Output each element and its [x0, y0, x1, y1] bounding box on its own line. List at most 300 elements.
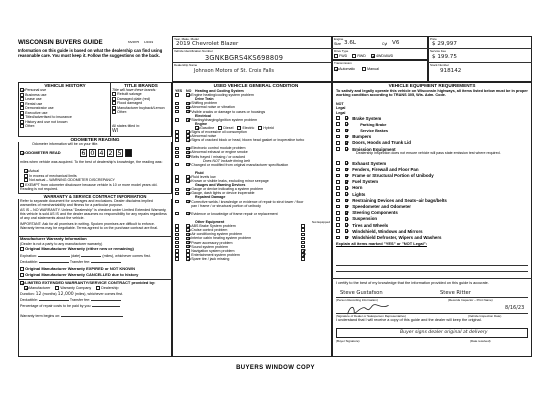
- not-legal-checkbox[interactable]: [336, 217, 340, 221]
- odometer-digit[interactable]: 2: [108, 149, 113, 157]
- not-legal-checkbox[interactable]: [336, 192, 340, 196]
- yes-checkbox[interactable]: [175, 110, 179, 114]
- not-equipped-checkbox[interactable]: [301, 224, 305, 228]
- no-checkbox[interactable]: [186, 179, 190, 183]
- condition-row-label: Signs of cracked block or head, blown head gasket or inoperative turbo: [191, 138, 305, 143]
- yes-checkbox[interactable]: [175, 102, 179, 106]
- yes-checkbox[interactable]: [175, 163, 179, 167]
- condition-no-header: NO: [186, 89, 192, 93]
- condition-row-label: Abnormal noise: [191, 134, 217, 139]
- no-checkbox[interactable]: [186, 93, 190, 97]
- fuel-label: Hybrid: [263, 125, 274, 130]
- warranty-term-label: Warranty term begins on:: [20, 314, 61, 318]
- no-checkbox[interactable]: [186, 118, 190, 122]
- yes-checkbox[interactable]: [175, 175, 179, 179]
- inspection-date-field[interactable]: 8/16/23: [505, 305, 525, 311]
- history-item-label: Executive use: [25, 110, 48, 115]
- history-item-label: Business use: [25, 92, 47, 97]
- equipment-row-label: Spare tire / jack missing: [191, 256, 230, 261]
- fuel-electric-checkbox[interactable]: [237, 126, 241, 130]
- warranty-important: IMPORTANT: Ask for all promises in writing. Spoken promises are difficult to enforce. Warranty terms may be negotiable. Terms agreed to on the purchase contract are final.: [20, 222, 159, 231]
- condition-row[interactable]: [175, 163, 330, 171]
- equipment-intro: To satisfy and legally operate this vehicle on Wisconsin highways, all items listed below must be in proper working condition according to TRANS 305, Wis. Adm. Code.: [336, 89, 528, 98]
- not-equipped-checkbox[interactable]: [301, 257, 305, 261]
- price-field[interactable]: $ 29,997: [432, 41, 457, 47]
- odometer-option-label: In excess of mechanical limits: [29, 173, 77, 178]
- odometer-excess-checkbox[interactable]: [24, 174, 28, 178]
- deductible-input[interactable]: [39, 300, 69, 301]
- percent-repair-input[interactable]: [92, 306, 120, 307]
- no-checkbox[interactable]: [186, 110, 190, 114]
- yes-checkbox[interactable]: [175, 233, 179, 237]
- deductible-row-2: [20, 298, 121, 302]
- service-fee-field[interactable]: $ 199.75: [432, 54, 457, 60]
- odometer-digit[interactable]: 6: [81, 149, 86, 157]
- recorder-label: (Person Recording Information): [336, 298, 378, 302]
- history-personal-checkbox[interactable]: [20, 88, 24, 92]
- brand-item-label: Rebuilt salvage: [117, 92, 142, 97]
- mfr-cancelled-label: Original Manufacturer Warranty CANCELLED due to history: [25, 272, 139, 277]
- engine-size-field[interactable]: 3.6L: [344, 40, 357, 46]
- percent-repair-row: [20, 304, 120, 308]
- odometer-option-label: Not actual – WARNING ODOMETER DISCREPANCY: [29, 178, 115, 183]
- history-item-label: Demonstrator use: [25, 106, 54, 111]
- equipment-title: VEHICLE EQUIPMENT REQUIREMENTS: [340, 83, 524, 88]
- form-rev: [128, 40, 153, 44]
- not-equipped-header: Not Equipped: [311, 220, 330, 225]
- transfer-fee-label: Transfer fee:: [69, 260, 91, 264]
- mfr-warranty-sub: (Dealer is not a party to any manufacturer warranty): [20, 242, 103, 246]
- legal-checkbox[interactable]: [345, 180, 349, 184]
- drive-awd-label: 4WD/AWD: [376, 54, 394, 58]
- transfer-fee-label: Transfer fee:: [69, 298, 91, 302]
- mfr-original-label: Original Manufacturer Warranty (either new or remaining): [25, 246, 134, 251]
- no-checkbox[interactable]: [186, 175, 190, 179]
- no-checkbox[interactable]: [186, 138, 190, 142]
- equipment-item-label: Fuel System: [352, 179, 379, 185]
- yes-checkbox[interactable]: [175, 228, 179, 232]
- expiration-miles-input[interactable]: [81, 256, 101, 257]
- gauges-title: Gauges and Warning Devices: [195, 183, 246, 188]
- vehicle-history-title: VEHICLE HISTORY: [28, 83, 102, 88]
- dealership-field[interactable]: Johnson Motors of St. Croix Falls: [194, 68, 274, 74]
- brand-item-label: Other:: [117, 110, 128, 115]
- condition-row-label: Corrective welds / knowledge or evidence of repair to strut tower / floor pan / frame / or structural portion of unibody: [191, 199, 304, 208]
- stock-field[interactable]: 918142: [440, 68, 462, 74]
- transfer-fee-input[interactable]: [91, 300, 121, 301]
- limited-warranty-label: LIMITED EXTENDED WARRANTY/SERVICE CONTRACT provided by:: [25, 280, 156, 285]
- no-checkbox[interactable]: [186, 212, 190, 216]
- yes-checkbox[interactable]: [175, 151, 179, 155]
- condition-row-label: Abnormal noise or vibration: [191, 105, 235, 110]
- odometer-title: ODOMETER READING: [18, 137, 172, 142]
- legal-checkbox[interactable]: [345, 141, 349, 145]
- no-checkbox[interactable]: [186, 155, 190, 159]
- not-legal-checkbox[interactable]: [336, 147, 340, 151]
- drive-fwd-label: FWD: [339, 54, 348, 58]
- fuel-label: Gasoline: [200, 125, 215, 130]
- belts-note: Does NOT include timing belt: [203, 158, 250, 163]
- brand-damaged-checkbox[interactable]: [112, 97, 116, 101]
- no-checkbox[interactable]: [186, 249, 190, 253]
- legal-checkbox[interactable]: [345, 223, 349, 227]
- not-equipped-checkbox[interactable]: [301, 241, 305, 245]
- drive-type-options: [334, 54, 393, 58]
- no-checkbox[interactable]: [186, 257, 190, 261]
- odometer-notactual-checkbox[interactable]: [24, 178, 28, 182]
- no-checkbox[interactable]: [186, 200, 190, 204]
- legal-checkbox[interactable]: [345, 122, 349, 126]
- no-checkbox[interactable]: [186, 130, 190, 134]
- warranty-term-row: [20, 314, 123, 318]
- warranty-term-input[interactable]: [61, 316, 123, 317]
- yes-checkbox[interactable]: [175, 237, 179, 241]
- legal-checkbox[interactable]: [345, 236, 349, 240]
- odometer-subtitle: Odometer information will be on your title.: [32, 142, 99, 146]
- trans-auto-checkbox[interactable]: [334, 67, 338, 71]
- fuel-hybrid-checkbox[interactable]: [258, 126, 262, 130]
- not-legal-checkbox[interactable]: [336, 180, 340, 184]
- condition-title: USED VEHICLE GENERAL CONDITION: [186, 83, 326, 88]
- brand-lemon-checkbox[interactable]: [112, 106, 116, 110]
- yes-checkbox[interactable]: [175, 200, 179, 204]
- not-legal-checkbox[interactable]: [336, 229, 340, 233]
- odometer-exempt-checkbox[interactable]: [20, 183, 24, 187]
- odometer-exempt-label: EXEMPT from odometer disclosure because vehicle is 10 or more model years old. Reading is not required.: [20, 183, 158, 192]
- condition-row-label: Engine heating/cooling system problem: [191, 93, 254, 98]
- yes-checkbox[interactable]: [175, 245, 179, 249]
- warranty-intro: Refer to separate document for coverages and exclusions. Dealer disclaims implied warranties of merchantability and fitness for a particular purpose.: [20, 199, 153, 208]
- odometer-reads: [20, 151, 61, 156]
- transfer-fee-input[interactable]: [91, 262, 121, 263]
- brand-item-label: Damaged plate (red): [117, 96, 151, 101]
- engine-title: Engine: [195, 121, 207, 126]
- states-titled-field[interactable]: WI: [112, 129, 119, 134]
- yes-checkbox[interactable]: [175, 224, 179, 228]
- yes-checkbox[interactable]: [175, 138, 179, 142]
- expiration-row: [20, 254, 151, 258]
- title-brands-title: TITLE BRANDS: [114, 83, 168, 88]
- history-demo-checkbox[interactable]: [20, 106, 24, 110]
- not-legal-checkbox[interactable]: [336, 116, 340, 120]
- equipment-item-label: Emission Equipment: [352, 146, 396, 152]
- brand-item[interactable]: [112, 110, 165, 115]
- odometer-note: miles when vehicle was acquired. To the best of dealership's knowledge, the reading was:: [20, 160, 163, 164]
- mfr-original-checkbox[interactable]: [20, 247, 24, 251]
- yes-checkbox[interactable]: [175, 188, 179, 192]
- not-equipped-checkbox[interactable]: [301, 237, 305, 241]
- history-item[interactable]: [20, 124, 72, 129]
- duration-miles-field[interactable]: 12,000: [57, 292, 74, 297]
- equipment-row-label: Navigation system problem: [191, 248, 235, 253]
- equipment-item-label: Lights: [352, 191, 366, 197]
- not-legal-checkbox[interactable]: [336, 161, 340, 165]
- equipment-item-label: Speedometer and Odometer: [352, 204, 411, 210]
- condition-row-label: Signs of excessive oil consumption: [191, 129, 247, 134]
- expiration-label: Expiration:: [20, 254, 37, 258]
- odometer-digit[interactable]: [125, 149, 132, 157]
- history-unknown-checkbox[interactable]: [20, 120, 24, 124]
- equipment-row-label: Sound system problem: [191, 244, 228, 249]
- equipment-item-label: Windshield Defroster, Wipers and Washers: [352, 234, 442, 240]
- history-item-label: History and use not known: [25, 119, 68, 124]
- understand-text: I understand that I will receive a copy of this guide and the dealer will keep the original.: [336, 318, 482, 322]
- equipment-item-label: Tires and Wheels: [352, 222, 389, 228]
- condition-row[interactable]: [175, 212, 330, 220]
- history-executive-checkbox[interactable]: [20, 111, 24, 115]
- odometer-digit[interactable]: 5: [117, 149, 122, 157]
- yes-checkbox[interactable]: [175, 241, 179, 245]
- deductible-input[interactable]: [39, 262, 69, 263]
- brand-other-checkbox[interactable]: [112, 110, 116, 114]
- condition-row-label: Belts frayed / missing / or cracked: [191, 154, 246, 159]
- not-legal-checkbox[interactable]: [336, 174, 340, 178]
- price-label: Price: [430, 37, 437, 41]
- transmission-options: [334, 67, 379, 71]
- drive-rwd-label: RWD: [357, 54, 366, 58]
- yes-checkbox[interactable]: [175, 249, 179, 253]
- brand-rebuilt-checkbox[interactable]: [112, 92, 116, 96]
- vehicle-history-list: [20, 88, 72, 129]
- history-rental-checkbox[interactable]: [20, 102, 24, 106]
- expiration-miles-hint: (miles), whichever comes first.: [102, 254, 151, 258]
- yes-checkbox[interactable]: [175, 106, 179, 110]
- not-legal-header: NOT Legal: [336, 102, 346, 110]
- not-legal-checkbox[interactable]: [336, 211, 340, 215]
- legal-header: Legal: [336, 111, 346, 115]
- buyer-signature-label: (Buyer Signature): [336, 339, 360, 343]
- deductible-label: Deductible:: [20, 260, 38, 264]
- year-make-model-label: Year, Make, Model: [174, 37, 199, 41]
- drive-fwd-checkbox[interactable]: [334, 54, 338, 58]
- dealership-label: Dealership Name: [174, 63, 198, 67]
- yes-checkbox[interactable]: [175, 147, 179, 151]
- recorder-name-field[interactable]: Steve Gustafson: [340, 290, 383, 296]
- fuel-diesel-checkbox[interactable]: [218, 126, 222, 130]
- legal-checkbox[interactable]: [345, 211, 349, 215]
- not-legal-checkbox[interactable]: [336, 236, 340, 240]
- not-legal-checkbox[interactable]: [336, 135, 340, 139]
- history-item-label: Other:: [25, 124, 36, 129]
- legal-checkbox[interactable]: [345, 174, 349, 178]
- condition-row[interactable]: [175, 200, 330, 212]
- legal-checkbox[interactable]: [345, 186, 349, 190]
- odometer-digits: [80, 149, 134, 157]
- electrical-title: Electrical: [195, 113, 211, 118]
- mfr-warranty-title: Manufacturer Warranty Information: [20, 236, 87, 241]
- not-legal-checkbox[interactable]: [336, 199, 340, 203]
- equipment-row-label: Power accessory problem: [191, 240, 233, 245]
- equipment-item-label: Parking Brake: [360, 121, 387, 127]
- equipment-row[interactable]: [175, 257, 330, 261]
- provided-mfr-checkbox[interactable]: [24, 286, 28, 290]
- not-legal-checkbox[interactable]: [336, 186, 340, 190]
- no-checkbox[interactable]: [186, 253, 190, 257]
- buyer-date-label: (Date received): [470, 339, 491, 343]
- provided-dealer-checkbox[interactable]: [96, 286, 100, 290]
- service-fee-label: Service Fee: [430, 49, 447, 53]
- fuel-gasoline-checkbox[interactable]: [195, 126, 199, 130]
- equipment-row-label: Air conditioning system problem: [191, 232, 243, 237]
- legal-checkbox[interactable]: [345, 116, 349, 120]
- not-equipped-checkbox[interactable]: [301, 253, 305, 257]
- equipment-row-label: Interior cabin heating system problem: [191, 236, 252, 241]
- buyer-signature-field: Buyer signs dealer original at delivery: [400, 330, 488, 335]
- not-legal-checkbox[interactable]: [336, 205, 340, 209]
- legal-checkbox[interactable]: [345, 168, 349, 172]
- duration-months-field[interactable]: 12: [35, 292, 42, 297]
- cylinders-field[interactable]: V6: [392, 40, 400, 46]
- condition-row-label: Known or visible leaks, excluding minor seepage: [191, 179, 269, 184]
- mfr-expired: [20, 267, 135, 272]
- not-equipped-checkbox[interactable]: [301, 228, 305, 232]
- no-checkbox[interactable]: [186, 192, 190, 196]
- transmission-label: Transmission: [334, 61, 352, 65]
- equipment-item-label: Doors, Hoods and Trunk Lid: [352, 140, 411, 146]
- yes-checkbox[interactable]: [175, 155, 179, 159]
- condition-row-label: Electronic control module problem: [191, 146, 246, 151]
- recorder-print-label: (Records Inspector – Print Name): [448, 298, 493, 302]
- warranty-as-is: AS IS – NO WARRANTY. Unless "Dealership" is checked under Limited Extended Warranty, this vehicle is sold AS IS and the dealer assumes no responsibility for any repairs regardless of any oral statements about the vehicle.: [20, 208, 167, 221]
- deductible-label: Deductible:: [20, 298, 38, 302]
- legal-checkbox[interactable]: [345, 129, 349, 133]
- yes-checkbox[interactable]: [175, 93, 179, 97]
- equipment-item-label: Service Brakes: [360, 127, 389, 133]
- odometer-option-label: Actual: [29, 169, 40, 174]
- no-checkbox[interactable]: [186, 224, 190, 228]
- heating-title: Heating and Cooling System: [195, 89, 244, 94]
- not-legal-checkbox[interactable]: [336, 168, 340, 172]
- drive-rwd-checkbox[interactable]: [352, 54, 356, 58]
- yes-checkbox[interactable]: [175, 212, 179, 216]
- condition-row[interactable]: [175, 138, 330, 146]
- not-legal-checkbox[interactable]: [336, 129, 340, 133]
- equipment-item-label: Windshield, Windows and Mirrors: [352, 228, 423, 234]
- condition-row-label: Gauge or device indicating a system problem: [191, 187, 264, 192]
- cyl-label: Cyl: [382, 42, 388, 46]
- footer-title: BUYERS WINDOW COPY: [236, 365, 315, 371]
- equipment-item-label: Bumpers: [352, 134, 372, 140]
- legal-checkbox[interactable]: [345, 229, 349, 233]
- history-item-label: Titled/advertised to insurance: [25, 115, 72, 120]
- equipment-row-label: ABS Brake System problem: [191, 224, 236, 229]
- not-equipped-checkbox[interactable]: [301, 233, 305, 237]
- expiration-date-input[interactable]: [38, 256, 70, 257]
- vin-field[interactable]: 3GNKBGRS4KS698809: [205, 54, 284, 62]
- yes-checkbox[interactable]: [175, 253, 179, 257]
- yes-checkbox[interactable]: [175, 257, 179, 261]
- mfr-expired-label: Original Manufacturer Warranty EXPIRED or NOT KNOWN: [25, 266, 135, 271]
- legal-checkbox[interactable]: [345, 199, 349, 203]
- mfr-cancelled-checkbox[interactable]: [20, 273, 24, 277]
- condition-row-label: Evidence or knowledge of frame repair or replacement: [191, 211, 278, 216]
- percent-repair-label: Percentage of repair costs to be paid by you:: [20, 304, 92, 308]
- not-legal-checkbox[interactable]: [336, 122, 340, 126]
- emission-note: Dealership inspection does not ensure vehicle will pass state emission test where required.: [356, 151, 501, 156]
- odometer-options: [24, 169, 115, 183]
- fluid-title: Fluid: [195, 170, 204, 175]
- equipment-item-label: Exhaust System: [352, 160, 387, 166]
- year-make-model-field[interactable]: 2019 Chevrolet Blazer: [176, 41, 239, 47]
- yes-checkbox[interactable]: [175, 179, 179, 183]
- condition-row-label: Changed or modified from original manufacturer specification: [191, 162, 289, 167]
- legal-checkbox[interactable]: [345, 217, 349, 221]
- legal-checkbox[interactable]: [345, 161, 349, 165]
- duration-row: [20, 292, 123, 297]
- brand-flood-checkbox[interactable]: [112, 101, 116, 105]
- title-brands-list: [112, 92, 165, 115]
- equipment-item-label: Steering Components: [352, 210, 398, 216]
- legal-checkbox[interactable]: [345, 147, 349, 151]
- legal-checkbox[interactable]: [345, 135, 349, 139]
- deductible-row: [20, 260, 121, 264]
- provided-by-row: [24, 286, 118, 290]
- form-title-text: WISCONSIN BUYERS GUIDE: [18, 39, 103, 46]
- condition-list: [175, 89, 330, 261]
- drive-awd-checkbox[interactable]: [371, 54, 375, 58]
- condition-row-label: Gauge, dash lights or device inoperable: [191, 191, 255, 196]
- history-lease-checkbox[interactable]: [20, 97, 24, 101]
- odometer-digit[interactable]: 0: [90, 149, 95, 157]
- fuel-label: Diesel: [223, 125, 234, 130]
- trans-manual-checkbox[interactable]: [362, 67, 366, 71]
- yes-checkbox[interactable]: [175, 118, 179, 122]
- fuel-label: Electric: [242, 125, 255, 130]
- history-item-label: Rental use: [25, 101, 43, 106]
- yes-checkbox[interactable]: [175, 192, 179, 196]
- drive-train-title: Drive Train: [195, 97, 214, 102]
- odometer-option[interactable]: [24, 178, 115, 183]
- history-business-checkbox[interactable]: [20, 93, 24, 97]
- legal-checkbox[interactable]: [345, 192, 349, 196]
- odometer-reads-checkbox[interactable]: [20, 151, 24, 155]
- history-item-label: Personal use: [25, 88, 47, 93]
- equipment-item-label: Horn: [352, 185, 363, 191]
- provided-company-checkbox[interactable]: [55, 286, 59, 290]
- stock-label: Stock Number: [430, 63, 450, 67]
- history-other-checkbox[interactable]: [20, 124, 24, 128]
- drive-type-label: Drive Type: [334, 49, 349, 53]
- no-checkbox[interactable]: [186, 245, 190, 249]
- not-legal-checkbox[interactable]: [336, 141, 340, 145]
- no-checkbox[interactable]: [186, 163, 190, 167]
- form-title: [18, 40, 103, 45]
- size-label: Size: [334, 42, 341, 46]
- mfr-expired-checkbox[interactable]: [20, 267, 24, 271]
- limited-warranty-checkbox[interactable]: [20, 281, 24, 285]
- equipment-list: [336, 115, 530, 247]
- condition-yes-header: YES: [175, 89, 183, 93]
- legal-checkbox[interactable]: [345, 205, 349, 209]
- history-item-label: Lease use: [25, 97, 42, 102]
- equipment-item-label: Brake System: [352, 115, 382, 121]
- dealer-signature-label: (Signature of Dealer or Salesperson Representative): [336, 314, 406, 318]
- odometer-actual-checkbox[interactable]: [24, 169, 28, 173]
- odometer-digit[interactable]: 4: [99, 149, 104, 157]
- equipment-item-label: Restraining Devices and Seats–air bags/belts: [352, 197, 447, 203]
- condition-row-label: Abnormal exhaust or engine smoke: [191, 150, 248, 155]
- yes-checkbox[interactable]: [175, 130, 179, 134]
- mfr-cancelled: [20, 273, 138, 278]
- recorder-print-field[interactable]: Steve Ritter: [440, 290, 471, 296]
- condition-row-label: Fluid levels low: [191, 175, 216, 180]
- condition-row-label: Shifting problem: [191, 101, 218, 106]
- equipment-row-label: Entertainment system problem: [191, 252, 240, 257]
- history-insurance-checkbox[interactable]: [20, 115, 24, 119]
- provided-mfr-label: Manufacturer: [29, 286, 51, 290]
- not-legal-checkbox[interactable]: [336, 223, 340, 227]
- inspection-date-label: (Vehicle Inspection Date): [468, 314, 502, 318]
